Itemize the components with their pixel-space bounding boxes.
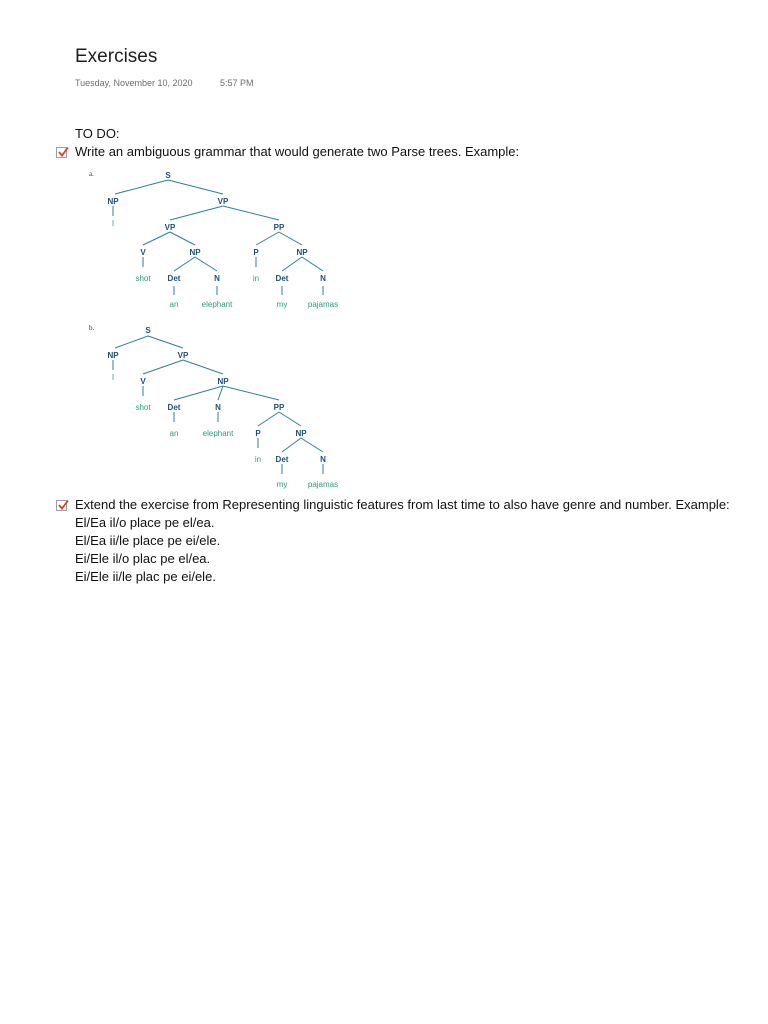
node-np: NP: [189, 248, 201, 257]
node-s: S: [145, 326, 151, 335]
word-an: an: [169, 300, 179, 309]
example-line-4: Ei/Ele ii/le plac pe ei/ele.: [75, 569, 216, 584]
node-det: Det: [167, 274, 181, 283]
todo-checkbox-1[interactable]: [56, 147, 67, 158]
parse-tree-b: [85, 320, 360, 492]
node-pp: PP: [273, 223, 285, 232]
word-in: in: [254, 455, 262, 464]
word-my: my: [276, 300, 288, 309]
node-np: NP: [107, 351, 119, 360]
node-det: Det: [275, 455, 289, 464]
node-vp: VP: [217, 197, 229, 206]
example-line-2: El/Ea ii/le place pe ei/ele.: [75, 533, 221, 548]
todo-item-1-text: Write an ambiguous grammar that would generate two Parse trees. Example:: [75, 144, 520, 159]
node-p: P: [253, 248, 259, 257]
word-pajamas: pajamas: [307, 480, 339, 489]
node-np: NP: [107, 197, 119, 206]
node-n: N: [320, 455, 326, 464]
node-v: V: [140, 248, 146, 257]
node-v: V: [140, 377, 146, 386]
word-shot: shot: [135, 403, 151, 412]
todo-item-2-text: Extend the exercise from Representing linguistic features from last time to also have genre and number. Example:: [75, 497, 730, 512]
node-np: NP: [295, 429, 307, 438]
word-my: my: [276, 480, 288, 489]
node-n: N: [320, 274, 326, 283]
word-an: an: [169, 429, 179, 438]
node-det: Det: [167, 403, 181, 412]
page-title: Exercises: [75, 46, 158, 67]
checkmark-icon: [56, 498, 70, 512]
node-n: N: [214, 274, 220, 283]
page-date: Tuesday, November 10, 2020: [75, 78, 193, 88]
node-np: NP: [296, 248, 308, 257]
node-vp: VP: [177, 351, 189, 360]
parse-tree-a: [85, 168, 360, 313]
tree-b-marker: b.: [89, 324, 95, 332]
todo-header: TO DO:: [75, 126, 120, 141]
example-line-3: Ei/Ele il/o plac pe el/ea.: [75, 551, 211, 566]
checkmark-icon: [56, 145, 70, 159]
word-pajamas: pajamas: [307, 300, 339, 309]
todo-checkbox-2[interactable]: [56, 500, 67, 511]
example-line-1: El/Ea il/o place pe el/ea.: [75, 515, 215, 530]
node-n: N: [215, 403, 221, 412]
word-elephant: elephant: [202, 429, 234, 438]
word-in: in: [252, 274, 260, 283]
tree-a-marker: a.: [89, 170, 94, 178]
word-shot: shot: [135, 274, 151, 283]
node-pp: PP: [273, 403, 285, 412]
word-i: I: [111, 219, 115, 228]
node-vp: VP: [164, 223, 176, 232]
node-s: S: [165, 171, 171, 180]
node-p: P: [255, 429, 261, 438]
node-np: NP: [217, 377, 229, 386]
word-i: I: [111, 373, 115, 382]
page-time: 5:57 PM: [220, 78, 254, 88]
word-elephant: elephant: [201, 300, 233, 309]
node-det: Det: [275, 274, 289, 283]
